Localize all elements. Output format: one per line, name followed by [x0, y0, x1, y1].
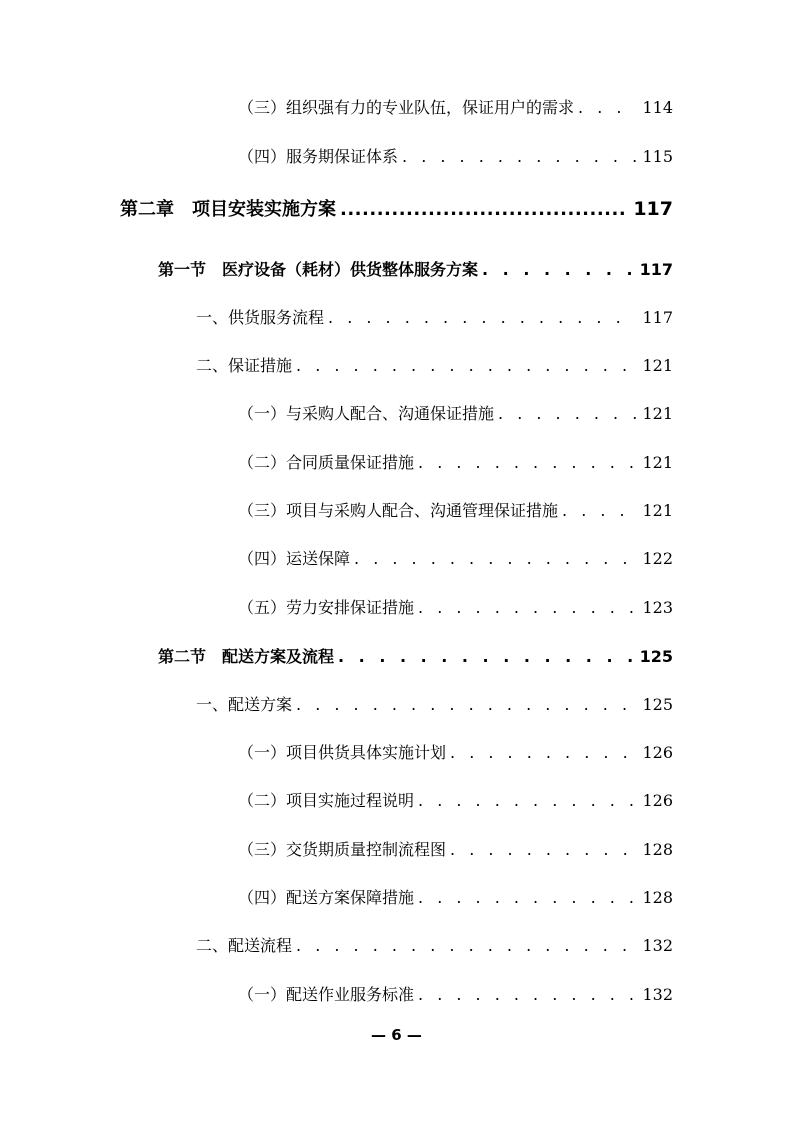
toc-entry-page: 121 [642, 356, 673, 375]
toc-entry-page: 128 [642, 888, 673, 907]
toc-entry[interactable] [196, 306, 673, 330]
toc-entry-title: 第二章 项目安装实施方案 [120, 199, 336, 220]
toc-dot-leader [296, 934, 636, 958]
toc-dot-leader [450, 838, 636, 862]
toc-dot-leader [418, 789, 636, 813]
toc-entry-title: （一）配送作业服务标准 [238, 985, 415, 1004]
toc-entry[interactable] [238, 838, 673, 862]
toc-entry-title: （二）项目实施过程说明 [238, 791, 415, 810]
toc-dot-leader [402, 145, 636, 169]
toc-entry-title: 一、供货服务流程 [196, 308, 325, 327]
toc-entry-title: （四）运送保障 [238, 549, 351, 568]
toc-dot-leader [296, 693, 636, 717]
toc-entry[interactable] [238, 96, 673, 120]
toc-entry[interactable] [238, 451, 673, 475]
toc-entry-title: （三）交货期质量控制流程图 [238, 840, 447, 859]
toc-entry-page: 121 [642, 453, 673, 472]
toc-entry-title: （四）服务期保证体系 [238, 147, 399, 166]
toc-entry[interactable] [238, 145, 673, 169]
toc-entry-page: 132 [642, 936, 673, 955]
toc-entry-page: 126 [642, 791, 673, 810]
toc-entry-page: 117 [642, 308, 673, 327]
toc-entry[interactable] [238, 886, 673, 910]
toc-entry-title: （三）项目与采购人配合、沟通管理保证措施 [238, 501, 559, 520]
toc-entry[interactable] [196, 693, 673, 717]
toc-entry-title: 一、配送方案 [196, 695, 293, 714]
toc-entry-page: 115 [642, 147, 673, 166]
toc-entry-page: 122 [642, 549, 673, 568]
toc-entry-page: 121 [642, 501, 673, 520]
toc-entry-title: （三）组织强有力的专业队伍，保证用户的需求 [238, 98, 575, 117]
toc-section-entry[interactable] [158, 258, 673, 282]
toc-entry-title: （一）与采购人配合、沟通保证措施 [238, 404, 495, 423]
toc-entry[interactable] [238, 547, 673, 571]
page-number-footer: — 6 — [371, 1026, 422, 1044]
toc-entry-page: 117 [633, 198, 673, 220]
toc-entry[interactable] [238, 596, 673, 620]
toc-entry[interactable] [238, 983, 673, 1007]
toc-entry-title: （一）项目供货具体实施计划 [238, 743, 447, 762]
toc-entry-page: 126 [642, 743, 673, 762]
toc-dot-leader [418, 451, 636, 475]
toc-entry[interactable] [238, 402, 673, 426]
toc-dot-leader [354, 547, 636, 571]
toc-entry-page: 117 [639, 260, 673, 279]
toc-dot-leader [328, 306, 636, 330]
toc-entry[interactable] [238, 499, 673, 523]
toc-section-entry[interactable] [158, 645, 673, 669]
toc-dot-leader [418, 886, 636, 910]
toc-entry-page: 121 [642, 404, 673, 423]
toc-entry[interactable] [238, 741, 673, 765]
toc-dot-leader [578, 96, 636, 120]
toc-entry-title: 第二节 配送方案及流程 [158, 647, 335, 666]
toc-entry-page: 125 [639, 647, 673, 666]
toc-entry-page: 128 [642, 840, 673, 859]
toc-entry[interactable] [196, 354, 673, 378]
toc-entry-title: 第一节 医疗设备（耗材）供货整体服务方案 [158, 260, 479, 279]
toc-entry-page: 114 [642, 98, 673, 117]
toc-dot-leader [340, 198, 627, 222]
toc-entry[interactable] [238, 789, 673, 813]
toc-entry-title: （四）配送方案保障措施 [238, 888, 415, 907]
toc-entry-page: 125 [642, 695, 673, 714]
toc-entry-title: 二、配送流程 [196, 936, 293, 955]
toc-dot-leader [418, 596, 636, 620]
toc-entry-title: （二）合同质量保证措施 [238, 453, 415, 472]
toc-dot-leader [450, 741, 636, 765]
toc-entry-page: 123 [642, 598, 673, 617]
toc-entry-title: （五）劳力安排保证措施 [238, 598, 415, 617]
toc-dot-leader [418, 983, 636, 1007]
toc-entry[interactable] [196, 934, 673, 958]
toc-dot-leader [482, 258, 634, 282]
toc-dot-leader [338, 645, 634, 669]
toc-chapter-entry[interactable] [120, 197, 673, 222]
toc-entry-title: 二、保证措施 [196, 356, 293, 375]
toc-dot-leader [562, 499, 636, 523]
toc-dot-leader [498, 402, 636, 426]
toc-dot-leader [296, 354, 636, 378]
toc-entry-page: 132 [642, 985, 673, 1004]
